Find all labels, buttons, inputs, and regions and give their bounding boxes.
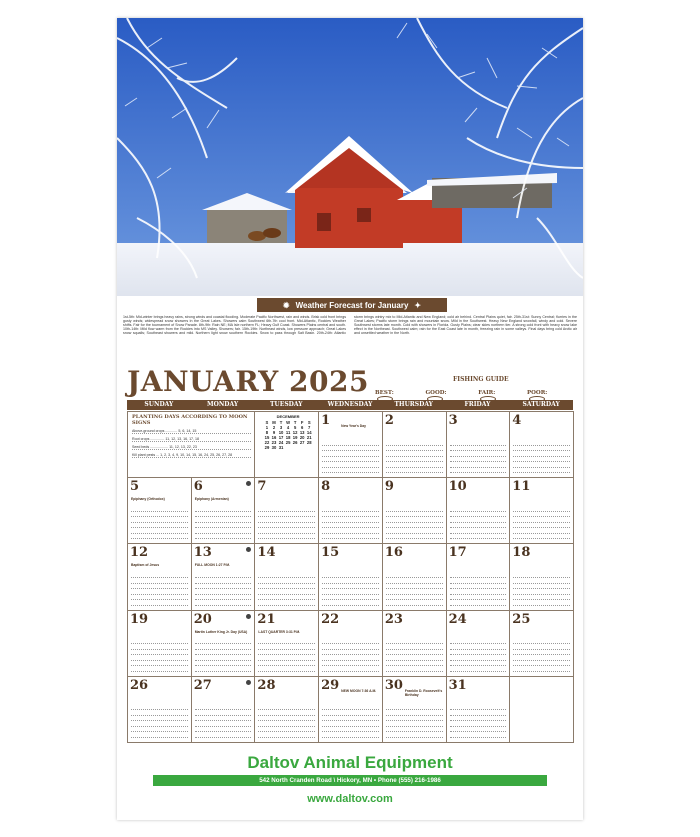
- moon-phase-icon: [246, 547, 251, 552]
- day-number: 7: [257, 479, 267, 495]
- almanac-lines: [131, 573, 188, 606]
- weekday-monday: MONDAY: [206, 401, 239, 408]
- day-note: Martin Luther King Jr. Day (USA): [194, 629, 248, 634]
- weekday-header: [127, 400, 573, 410]
- almanac-lines: [195, 506, 252, 539]
- moon-phase-icon: [246, 680, 251, 685]
- day-number: 24: [448, 611, 467, 627]
- day-cell: [255, 677, 319, 743]
- month-title: JANUARY 2025: [127, 365, 369, 398]
- moon-phase-icon: [246, 481, 251, 486]
- mini-calendar-december: [255, 412, 319, 478]
- mini-calendar-day: 2: [272, 425, 276, 430]
- day-number: 18: [512, 545, 531, 561]
- planting-days-box: [128, 412, 255, 478]
- mini-calendar-day: 3: [279, 425, 283, 430]
- mini-calendar-day: 22: [264, 440, 270, 445]
- day-number: 3: [448, 413, 458, 428]
- website: www.daltov.com: [307, 793, 393, 805]
- day-number: 19: [130, 611, 149, 627]
- mini-calendar-day: W: [286, 420, 291, 425]
- weekday-thursday: THURSDAY: [394, 401, 433, 408]
- mini-calendar-day: 12: [292, 430, 298, 435]
- day-number: 13: [193, 545, 212, 561]
- mini-calendar-day: 25: [285, 440, 291, 445]
- mini-calendar-day: S: [307, 420, 311, 425]
- mini-calendar-day: S: [265, 420, 269, 425]
- weather-forecast-bar: [257, 298, 447, 312]
- planting-title: PLANTING DAYS ACCORDING TO MOON SIGNS: [132, 414, 248, 426]
- mini-calendar-day: 16: [271, 435, 277, 440]
- day-cell: [192, 611, 256, 677]
- mini-calendar-day: 5: [293, 425, 297, 430]
- forecast-text: 1st-5th: Mid-winter brings heavy rains, strong winds and coastal flooding. Moderate Pacific Northwest, rain and winds. Brisk cold front brings gusty winds; widespread snow showers in the Great Lakes. Showers calm Southwest 6th-7th cool front. Mid-Atlantic, Rockies Weather shifts. Fair for the tournament of Snow Parade. 8th-9th: Rain NE; MA Isle northern FL; Heavy Gulf Coast. Showers Plains central and south. 10th-14th: Mild flow warm from the Rockies into MS Valley. Showers; fair. 15th-19th: Northeast winds, low pressure approach; Great Lakes snow squalls; Southeast showers and mild. Northern light snow southern Rockies. Snow to pass through Salt Basin. 20th-24th: Atlantic storm brings wintry mix to Mid-Atlantic and New England; cold air behind. Central Plains quiet, fair. 25th-31st: Sunny Central; flurries in the Great Lakes; Pacific storm brings rain and mountain snow. Mild in the Southwest. Heavy New England snowfall, windy and cold. Severe Southwest storms late month. Cold with showers in Florida. Gusty Plains; clear skies northern tier. A strong cold front with heavy snow lake effect in the Northeast. Southwest calm; rain for the East Coast late in month, freezing rain in some valleys. Final days bring cold Arctic air and unsettled weather in the North.: [123, 315, 577, 336]
- planting-row: Kill plant pests ... 1, 2, 3, 4, 9, 10, 14, 15, 16, 24, 25, 26, 27, 28: [132, 453, 251, 458]
- day-cell: [319, 677, 383, 743]
- company-name: Daltov Animal Equipment: [247, 753, 453, 772]
- day-cell: [255, 478, 319, 544]
- almanac-lines: [131, 506, 188, 539]
- day-number: 17: [448, 545, 467, 561]
- almanac-lines: [386, 573, 443, 606]
- day-number: 26: [130, 677, 149, 693]
- day-note: FULL MOON 1:27 P.M.: [194, 563, 230, 568]
- day-cell: [510, 544, 574, 610]
- day-number: 4: [512, 413, 522, 428]
- day-cell: [255, 611, 319, 677]
- mini-calendar-day: 26: [292, 440, 298, 445]
- day-cell: [383, 677, 447, 743]
- day-number: 10: [448, 479, 467, 495]
- day-number: 11: [512, 479, 531, 495]
- day-number: 31: [448, 677, 467, 693]
- day-number: 28: [257, 677, 276, 693]
- almanac-lines: [322, 506, 379, 539]
- almanac-lines: [450, 705, 507, 738]
- almanac-lines: [450, 440, 507, 473]
- almanac-lines: [131, 705, 188, 738]
- day-number: 27: [193, 677, 212, 693]
- snowflake-icon: ✦: [414, 300, 422, 310]
- day-cell: [319, 544, 383, 610]
- mini-calendar-day: 9: [272, 430, 276, 435]
- mini-calendar-day: 31: [278, 445, 284, 450]
- planting-row: Seed beds .................. 11, 12, 13, 22, 23: [132, 445, 251, 450]
- day-cell: [319, 412, 383, 478]
- almanac-lines: [513, 506, 570, 539]
- day-note: Franklin D. Roosevelt's Birthday: [404, 688, 443, 697]
- fishing-guide-title: FISHING GUIDE: [453, 376, 509, 383]
- almanac-lines: [322, 705, 379, 738]
- day-cell: [319, 478, 383, 544]
- day-cell: [447, 677, 511, 743]
- fishing-best-label: BEST:: [375, 390, 394, 396]
- mini-calendar-day: 23: [271, 440, 277, 445]
- almanac-lines: [386, 639, 443, 672]
- mini-calendar-title: DECEMBER: [276, 414, 300, 419]
- almanac-lines: [258, 573, 315, 606]
- almanac-lines: [386, 440, 443, 473]
- almanac-lines: [258, 639, 315, 672]
- address-bar: 542 North Cranden Road \ Hickory, MN • Phone (555) 216-1986: [153, 775, 547, 786]
- mini-calendar-day: [306, 445, 313, 450]
- mini-calendar-day: F: [300, 420, 304, 425]
- mini-calendar-day: T: [293, 420, 297, 425]
- day-number: 5: [130, 479, 140, 495]
- almanac-lines: [195, 573, 252, 606]
- almanac-lines: [513, 440, 570, 473]
- day-cell: [128, 544, 192, 610]
- day-number: 6: [193, 479, 203, 495]
- mini-calendar: [263, 414, 312, 450]
- calendar-grid: [127, 411, 574, 743]
- mini-calendar-day: 17: [278, 435, 284, 440]
- almanac-lines: [195, 705, 252, 738]
- mini-calendar-day: 29: [264, 445, 270, 450]
- fishing-poor-label: POOR:: [526, 390, 548, 396]
- almanac-lines: [513, 573, 570, 606]
- day-cell: [192, 478, 256, 544]
- mini-calendar-day: [299, 445, 306, 450]
- day-number: 15: [321, 545, 340, 561]
- mini-calendar-day: 24: [278, 440, 284, 445]
- day-number: 9: [384, 479, 394, 495]
- day-cell: [128, 611, 192, 677]
- almanac-lines: [131, 639, 188, 672]
- mini-calendar-day: 30: [271, 445, 277, 450]
- almanac-lines: [322, 440, 379, 473]
- mini-calendar-day: 15: [264, 435, 270, 440]
- planting-guide: [128, 412, 255, 461]
- weekday-wednesday: WEDNESDAY: [327, 401, 373, 408]
- day-number: 25: [512, 611, 531, 627]
- day-note: Baptism of Jesus: [131, 563, 160, 568]
- mini-calendar-day: 19: [292, 435, 298, 440]
- mini-calendar-day: 18: [285, 435, 291, 440]
- mini-calendar-day: M: [272, 420, 276, 425]
- mini-calendar-day: 27: [299, 440, 305, 445]
- day-note: NEW MOON 7:36 A.M.: [341, 688, 377, 693]
- day-note: Epiphany (Armenian): [194, 497, 229, 502]
- day-cell: [510, 478, 574, 544]
- planting-row: Root crops .............. 11, 12, 13, 16, 17, 18: [132, 437, 251, 442]
- mini-calendar-day: [285, 445, 292, 450]
- almanac-lines: [513, 639, 570, 672]
- day-note: New Year's Day: [341, 424, 367, 428]
- almanac-lines: [386, 705, 443, 738]
- almanac-lines: [258, 506, 315, 539]
- mini-calendar-day: 7: [308, 425, 311, 430]
- almanac-lines: [322, 639, 379, 672]
- day-cell: [510, 611, 574, 677]
- forecast-title: Weather Forecast for January: [295, 300, 409, 310]
- fishing-fair-label: FAIR:: [478, 390, 496, 396]
- almanac-lines: [322, 573, 379, 606]
- mini-calendar-day: 28: [306, 440, 312, 445]
- day-number: 12: [130, 545, 149, 561]
- weekday-friday: FRIDAY: [464, 401, 491, 408]
- day-note: LAST QUARTER 3:31 P.M.: [258, 629, 301, 634]
- mini-calendar-day: 20: [299, 435, 305, 440]
- weekday-sunday: SUNDAY: [144, 401, 174, 408]
- calendar-sheet: [117, 18, 583, 820]
- day-number: 29: [321, 677, 340, 693]
- mini-calendar-day: 4: [286, 425, 290, 430]
- day-number: 30: [384, 677, 403, 693]
- weekday-saturday: SATURDAY: [522, 401, 560, 408]
- day-number: 20: [193, 611, 212, 627]
- mini-calendar-day: 14: [306, 430, 312, 435]
- mini-calendar-day: 1: [265, 425, 269, 430]
- day-cell: [447, 478, 511, 544]
- almanac-lines: [450, 506, 507, 539]
- almanac-lines: [386, 506, 443, 539]
- day-number: 21: [257, 611, 276, 627]
- day-cell: [255, 544, 319, 610]
- day-cell: [383, 611, 447, 677]
- mini-calendar-day: 10: [278, 430, 284, 435]
- day-cell: [128, 677, 192, 743]
- day-cell: [383, 544, 447, 610]
- day-cell: [128, 478, 192, 544]
- day-cell: [447, 544, 511, 610]
- mini-calendar-day: 8: [265, 430, 269, 435]
- mini-calendar-day: [292, 445, 299, 450]
- sun-icon: ✹: [282, 300, 290, 310]
- mini-calendar-day: 6: [301, 425, 304, 430]
- almanac-lines: [258, 705, 315, 738]
- day-number: 14: [257, 545, 276, 561]
- almanac-lines: [450, 639, 507, 672]
- day-cell: [192, 677, 256, 743]
- winter-barn-photo: [117, 18, 583, 296]
- moon-phase-icon: [246, 614, 251, 619]
- mini-calendar-day: 21: [306, 435, 312, 440]
- almanac-lines: [450, 573, 507, 606]
- mini-calendar-day: 11: [285, 430, 291, 435]
- day-number: 2: [384, 413, 394, 428]
- mini-calendar-day: T: [279, 420, 283, 425]
- planting-row: Above-ground crops ............ 5, 6, 14, 15: [132, 429, 251, 434]
- weekday-tuesday: TUESDAY: [270, 401, 303, 408]
- day-cell: [510, 412, 574, 478]
- day-note: Epiphany (Orthodox): [131, 497, 165, 502]
- day-cell: [383, 478, 447, 544]
- day-number: 1: [321, 413, 331, 428]
- day-number: 8: [321, 479, 331, 495]
- day-cell: [319, 611, 383, 677]
- day-cell: [447, 611, 511, 677]
- mini-calendar-day: 13: [299, 430, 305, 435]
- day-cell: [383, 412, 447, 478]
- day-number: 23: [384, 611, 403, 627]
- almanac-lines: [195, 639, 252, 672]
- day-cell: [192, 544, 256, 610]
- day-cell: [447, 412, 511, 478]
- day-number: 22: [321, 611, 340, 627]
- mini-calendar-february: [510, 677, 574, 743]
- fishing-good-label: GOOD:: [425, 390, 447, 396]
- day-number: 16: [384, 545, 403, 561]
